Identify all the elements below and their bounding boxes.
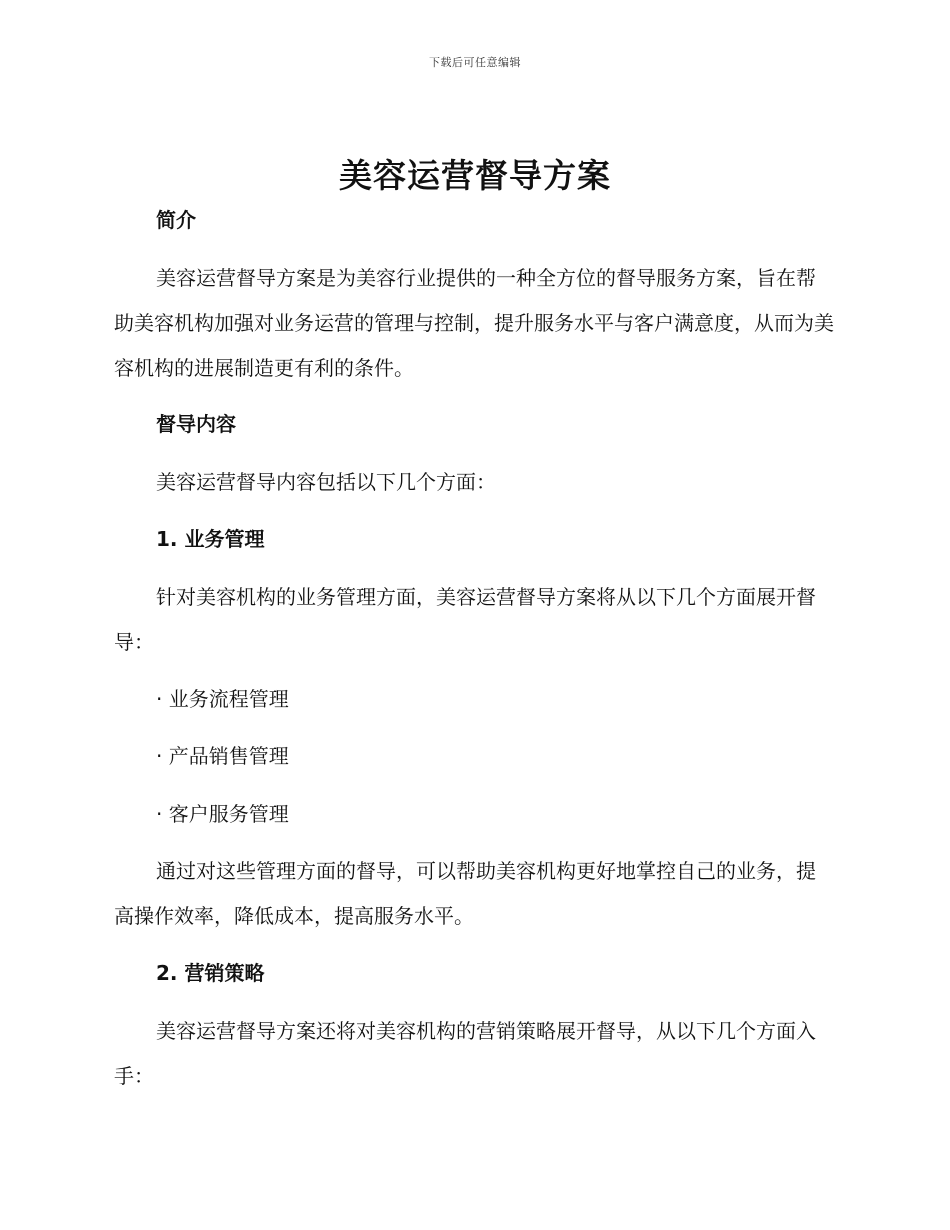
section-heading-content: 督导内容 [156, 412, 236, 436]
list-item: · 产品销售管理 [156, 744, 289, 768]
paragraph-intro: 美容运营督导方案是为美容行业提供的一种全方位的督导服务方案，旨在帮助美容机构加强对业务运营的管理与控制，提升服务水平与客户满意度，从而为美容机构的进展制造更有利的条件。 [114, 266, 834, 380]
page-title: 美容运营督导方案 [339, 156, 611, 195]
section-heading-marketing: 2. 营销策略 [156, 961, 265, 985]
paragraph-business: 针对美容机构的业务管理方面，美容运营督导方案将从以下几个方面展开督导： [114, 585, 816, 654]
list-item: · 业务流程管理 [156, 687, 289, 711]
paragraph-content: 美容运营督导内容包括以下几个方面： [156, 470, 496, 494]
section-heading-intro: 简介 [156, 208, 196, 232]
paragraph-business-summary: 通过对这些管理方面的督导，可以帮助美容机构更好地掌控自己的业务，提高操作效率，降低成本，提高服务水平。 [114, 859, 816, 928]
section-heading-business: 1. 业务管理 [156, 527, 265, 551]
list-item: · 客户服务管理 [156, 802, 289, 826]
header-note: 下载后可任意编辑 [429, 56, 521, 69]
paragraph-marketing: 美容运营督导方案还将对美容机构的营销策略展开督导，从以下几个方面入手： [114, 1019, 816, 1088]
